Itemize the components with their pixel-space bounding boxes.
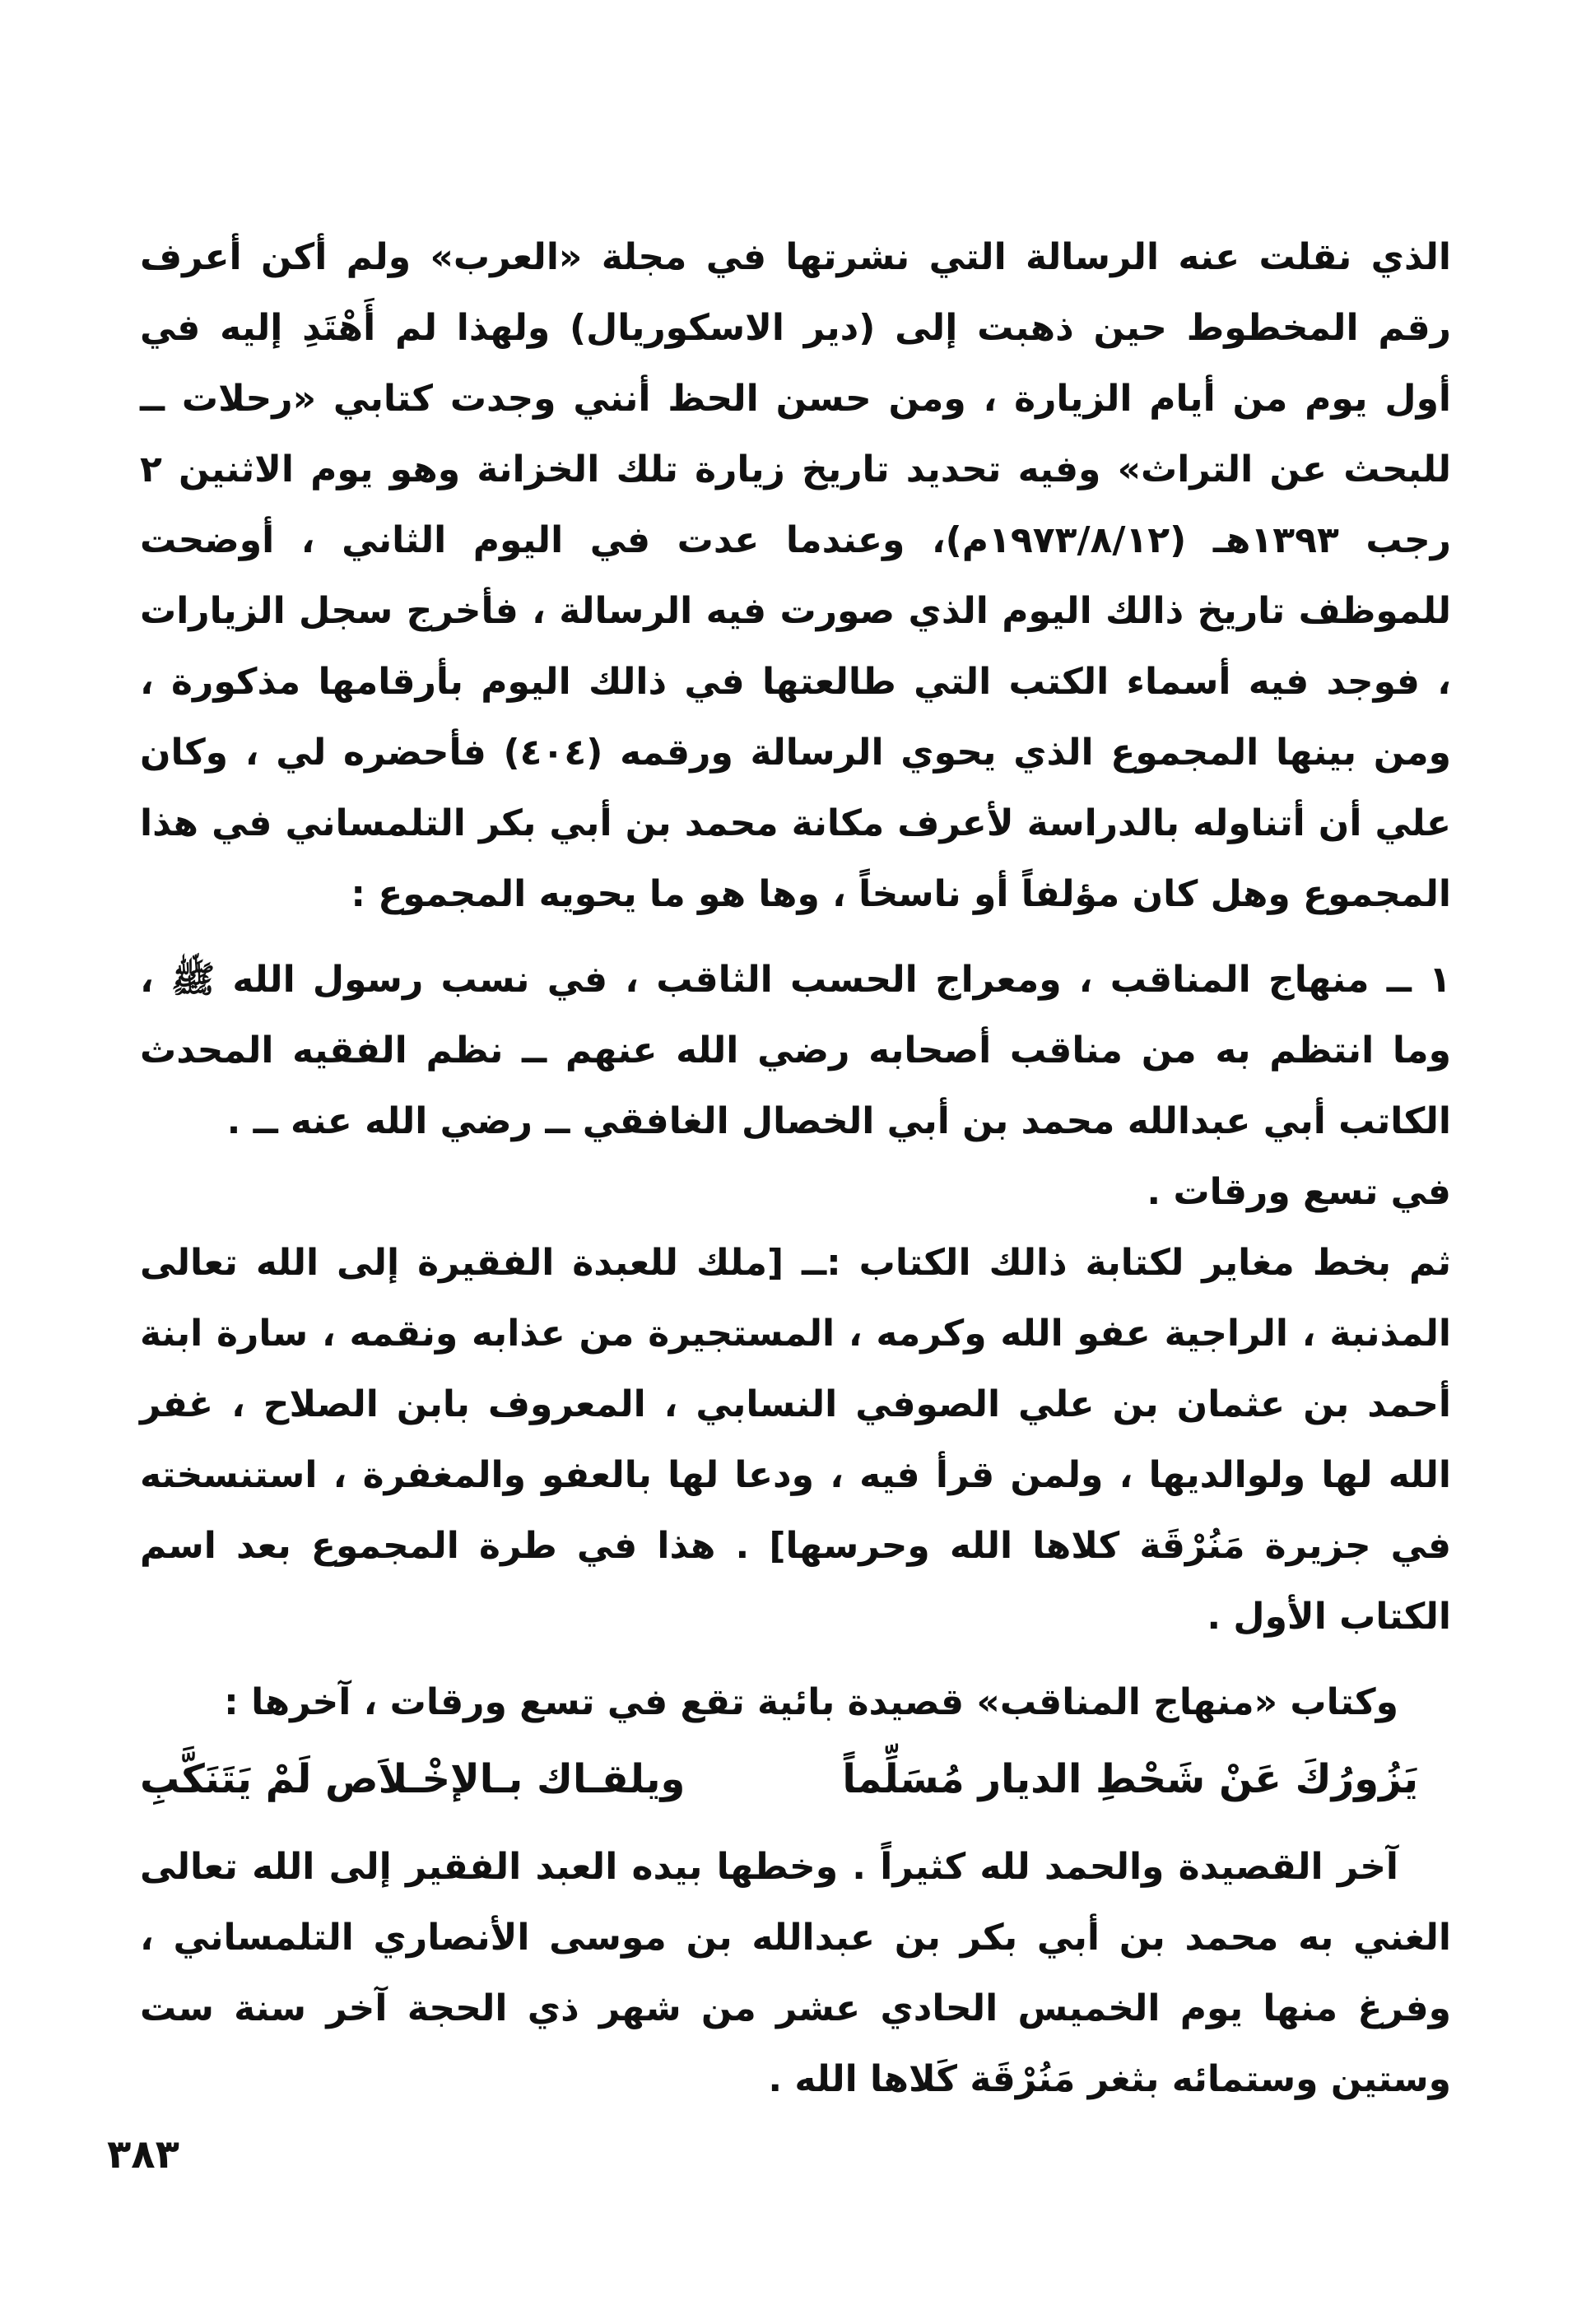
paragraph-manuscript-search: الذي نقلت عنه الرسالة التي نشرتها في مجلة «العرب» ولم أكن أعرف رقم المخطوط حين ذهبت إلى (دير الاسكوريال) ولهذا لم أَهْتَدِ إليه في أول يوم من أيام الزيارة ، ومن حسن الحظ أنني وجدت كتابي «رحلات ــ للبحث عن التراث» وفيه تحديد تاريخ زيارة تلك الخزانة وهو يوم الاثنين ٢ رجب ١٣٩٣هـ (١٩٧٣/٨/١٢م)، وعندما عدت في اليوم الثاني ، أوضحت للموظف تاريخ ذالك اليوم الذي صورت فيه الرسالة ، فأخرج سجل الزيارات ، فوجد فيه أسماء الكتب التي طالعتها في ذالك اليوم بأرقامها مذكورة ، ومن بينها المجموع الذي يحوي الرسالة ورقمه (٤٠٤) فأحضره لي ، وكان علي أن أتناوله بالدراسة لأعرف مكانة محمد بن أبي بكر التلمساني في هذا المجموع وهل كان مؤلفاً أو ناسخاً ، وها هو ما يحويه المجموع : [140, 236, 1451, 915]
paragraph-poem-intro: وكتاب «منهاج المناقب» قصيدة بائية تقع في تسع ورقات ، آخرها : [224, 1681, 1398, 1723]
page-number: ٣٨٣ [107, 2131, 179, 2178]
paragraph-folio-count: في تسع ورقات . [1147, 1171, 1451, 1213]
paragraph-ownership-note: ثم بخط مغاير لكتابة ذالك الكتاب :ــ [ملك للعبدة الفقيرة إلى الله تعالى المذنبة ، الراجية عفو الله وكرمه ، المستجيرة من عذابه ونقمه ، سارة ابنة أحمد بن عثمان بن علي الصوفي النسابي ، المعروف بابن الصلاح ، غفر الله لها ولوالديها ، ولمن قرأ فيه ، ودعا لها بالعفو والمغفرة ، استنسخته في جزيرة مَنُرْقَة كلاها الله وحرسها] . هذا في طرة المجموع بعد اسم الكتاب الأول . [140, 1242, 1451, 1638]
page-body [140, 222, 1451, 2115]
paragraph-colophon: آخر القصيدة والحمد لله كثيراً . وخطها بيده العبد الفقير إلى الله تعالى الغني به محمد بن أبي بكر بن عبدالله بن موسى الأنصاري التلمساني ، وفرغ منها يوم الخميس الحادي عشر من شهر ذي الحجة آخر سنة ست وستين وستمائه بثغر مَنُرْقَة كَلاها الله . [140, 1846, 1451, 2100]
verse-first-hemistich: يَزُورُكَ عَنْ شَحْطِ الديار مُسَلِّماً [842, 1756, 1418, 1802]
verse-second-hemistich: ويلقـاك بـالإخْـلاَص لَمْ يَتَنَكَّبِ [140, 1756, 686, 1802]
paragraph-item-1: ١ ــ منهاج المناقب ، ومعراج الحسب الثاقب ، في نسب رسول الله ﷺ ، وما انتظم به من مناقب أصحابه رضي الله عنهم ــ نظم الفقيه المحدث الكاتب أبي عبدالله محمد بن أبي الخصال الغافقي ــ رضي الله عنه ــ . [140, 959, 1451, 1142]
poem-verse [140, 1741, 1451, 1817]
